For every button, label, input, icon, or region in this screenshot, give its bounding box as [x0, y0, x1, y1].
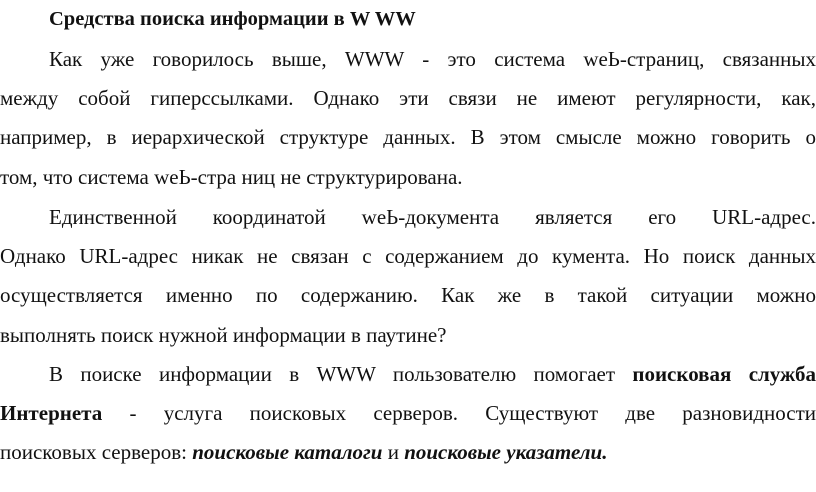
paragraph-2: [0, 198, 816, 355]
search-catalogs-term: поисковые каталоги: [192, 440, 383, 465]
document-title: Средства поиска информации в W WW: [49, 8, 416, 30]
paragraph-1: [0, 40, 816, 197]
paragraph-2-line-3: осуществляется именно по содержанию. Как же в такой ситуации можно: [0, 283, 816, 308]
paragraph-1-line-3: например, в иерархической структуре данных. В этом смысле можно говорить о: [0, 125, 816, 150]
search-indexes-term: поисковые указатели.: [404, 440, 608, 465]
paragraph-3-line-1-text: В поиске информации в WWW пользователю помогает: [49, 362, 616, 386]
paragraph-2-line-2: Однако URL-адрес никак не связан с содержанием до кумента. Но поиск данных: [0, 244, 816, 269]
paragraph-3-line-3: [0, 433, 816, 472]
paragraph-1-line-4: том, что система weЬ-стра ниц не структурирована.: [0, 164, 463, 189]
paragraph-3-line-2: [0, 394, 816, 433]
paragraph-1-line-2: между собой гиперссылками. Однако эти связи не имеют регулярности, как,: [0, 86, 816, 111]
internet-term: Интернета: [0, 401, 103, 426]
paragraph-3-line-2-text: - услуга поисковых серверов. Существуют две разновидности: [129, 401, 816, 426]
paragraph-3-conjunction: и: [387, 440, 399, 465]
paragraph-3-line-1: [0, 355, 816, 394]
paragraph-1-line-1: Как уже говорилось выше, WWW - это система weЬ-страниц, связанных: [49, 47, 816, 71]
search-service-term: поисковая служба: [632, 362, 816, 386]
paragraph-2-line-1: Единственной координатой weЬ-документа является его URL-адрес.: [49, 205, 816, 229]
paragraph-3-line-3-text: поисковых серверов:: [0, 440, 187, 465]
paragraph-3: [0, 355, 816, 473]
paragraph-2-line-4: выполнять поиск нужной информации в паутине?: [0, 322, 447, 347]
